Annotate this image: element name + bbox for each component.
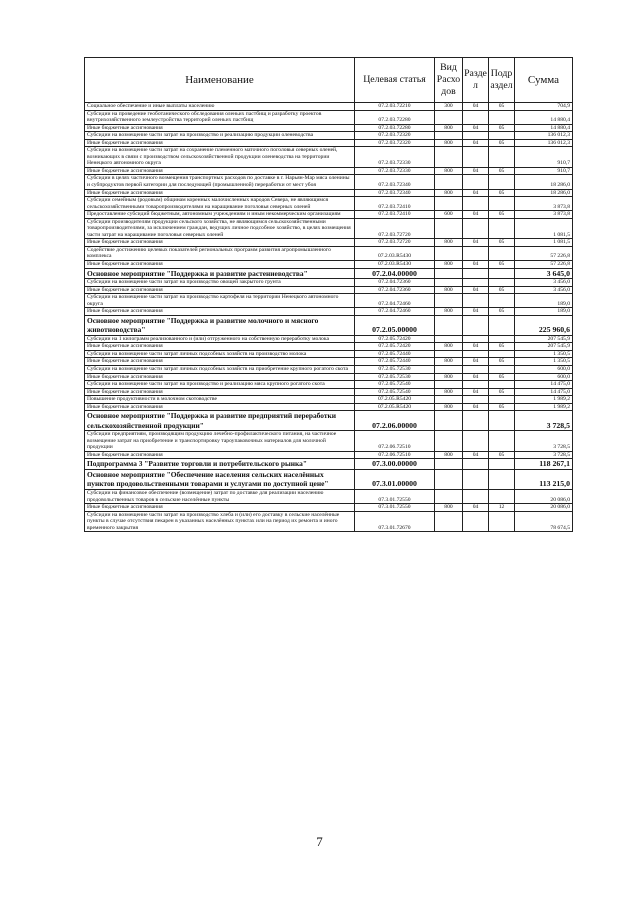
row-sum: 704,9 (515, 103, 573, 111)
row-razd: 04 (463, 373, 489, 381)
row-razd (463, 366, 489, 374)
table-row (85, 504, 573, 512)
row-name: Субсидии на возмещение части затрат на производство картофеля на территории Ненецкого автономного округа (85, 294, 355, 308)
row-razd: 04 (463, 343, 489, 351)
table-row (85, 411, 573, 431)
row-razd (463, 459, 489, 470)
row-code: 07.2.06.00000 (355, 411, 435, 431)
row-code: 07.2.05.72440 (355, 358, 435, 366)
row-razd: 04 (463, 211, 489, 219)
row-razd: 04 (463, 388, 489, 396)
table-row (85, 211, 573, 219)
row-name: Основное мероприятие "Поддержка и развитие растениеводства" (85, 268, 355, 279)
row-vid (435, 366, 463, 374)
row-sum: 1 989,2 (515, 403, 573, 411)
row-sum: 118 267,1 (515, 459, 573, 470)
row-sum: 14 475,0 (515, 388, 573, 396)
table-row (85, 124, 573, 132)
table-row (85, 132, 573, 140)
row-name: Субсидии на возмещение части затрат на сохранение племенного маточного поголовья северных оленей, возникающих в связи с производством сельскохозяйственной продукции оленеводства на территории Ненецкого автономного округа (85, 147, 355, 168)
row-vid (435, 489, 463, 503)
row-razd (463, 147, 489, 168)
header-name: Наименование (85, 58, 355, 103)
row-sum: 136 012,3 (515, 132, 573, 140)
row-sum: 189,0 (515, 308, 573, 316)
row-podr: 05 (489, 239, 515, 247)
row-podr (489, 175, 515, 189)
row-vid (435, 110, 463, 124)
table-row (85, 261, 573, 269)
row-razd: 04 (463, 103, 489, 111)
row-code: 07.2.03.72340 (355, 189, 435, 197)
row-podr (489, 218, 515, 239)
table-row (85, 167, 573, 175)
budget-table (84, 57, 573, 532)
row-razd (463, 197, 489, 211)
row-sum: 225 960,6 (515, 315, 573, 335)
row-sum: 136 012,3 (515, 139, 573, 147)
row-name: Иные бюджетные ассигнования (85, 239, 355, 247)
table-row (85, 343, 573, 351)
row-vid: 800 (435, 286, 463, 294)
row-podr: 05 (489, 261, 515, 269)
row-razd (463, 279, 489, 287)
table-row (85, 459, 573, 470)
row-code: 07.2.03.72320 (355, 132, 435, 140)
row-vid (435, 294, 463, 308)
row-razd: 04 (463, 139, 489, 147)
header-code: Целевая статья (355, 58, 435, 103)
header-podr: Подр аздел (489, 58, 515, 103)
table-row (85, 175, 573, 189)
table-row (85, 335, 573, 343)
row-name: Иные бюджетные ассигнования (85, 403, 355, 411)
row-vid (435, 381, 463, 389)
row-podr: 05 (489, 308, 515, 316)
row-sum: 14 475,0 (515, 381, 573, 389)
row-vid (435, 350, 463, 358)
row-name: Иные бюджетные ассигнования (85, 373, 355, 381)
table-row (85, 139, 573, 147)
row-vid (435, 411, 463, 431)
table-row (85, 308, 573, 316)
header-razd: Разде л (463, 58, 489, 103)
table-row (85, 294, 573, 308)
row-sum: 600,0 (515, 366, 573, 374)
row-sum: 207 545,9 (515, 335, 573, 343)
row-name: Иные бюджетные ассигнования (85, 139, 355, 147)
row-sum: 1 350,5 (515, 350, 573, 358)
row-sum: 14 880,4 (515, 110, 573, 124)
row-vid (435, 279, 463, 287)
row-podr: 05 (489, 139, 515, 147)
row-sum: 910,7 (515, 167, 573, 175)
table-row (85, 268, 573, 279)
row-razd (463, 175, 489, 189)
row-sum: 3 728,5 (515, 451, 573, 459)
row-code: 07.2.05.R5420 (355, 396, 435, 404)
row-vid (435, 175, 463, 189)
table-row (85, 239, 573, 247)
row-name: Предоставление субсидий бюджетным, автономным учреждениям и иным некоммерческим организациям (85, 211, 355, 219)
row-name: Иные бюджетные ассигнования (85, 388, 355, 396)
row-name: Субсидии на возмещение части затрат на производство и реализацию продукции оленеводства (85, 132, 355, 140)
row-razd: 04 (463, 504, 489, 512)
row-podr (489, 381, 515, 389)
row-code: 07.2.04.72360 (355, 279, 435, 287)
row-sum: 207 545,9 (515, 343, 573, 351)
row-code: 07.2.05.R5420 (355, 403, 435, 411)
row-name: Субсидии на возмещение части затрат личных подсобных хозяйств на приобретение крупного рогатого скота (85, 366, 355, 374)
row-code: 07.2.03.72280 (355, 124, 435, 132)
row-podr: 05 (489, 343, 515, 351)
row-podr: 05 (489, 211, 515, 219)
row-code: 07.2.05.72540 (355, 381, 435, 389)
row-name: Иные бюджетные ассигнования (85, 451, 355, 459)
row-razd: 04 (463, 239, 489, 247)
row-podr (489, 246, 515, 260)
row-podr (489, 489, 515, 503)
row-sum: 3 456,0 (515, 279, 573, 287)
row-vid (435, 396, 463, 404)
row-vid (435, 315, 463, 335)
row-podr (489, 396, 515, 404)
row-code: 07.2.03.72720 (355, 239, 435, 247)
table-row (85, 358, 573, 366)
row-podr: 05 (489, 286, 515, 294)
row-code: 07.3.01.72670 (355, 511, 435, 532)
row-code: 07.2.03.72330 (355, 167, 435, 175)
row-name: Основное мероприятие "Поддержка и развитие молочного и мясного животноводства" (85, 315, 355, 335)
row-razd: 04 (463, 124, 489, 132)
table-row (85, 431, 573, 452)
row-code: 07.3.01.72550 (355, 489, 435, 503)
table-row (85, 396, 573, 404)
row-podr: 05 (489, 388, 515, 396)
row-vid: 600 (435, 211, 463, 219)
row-podr (489, 132, 515, 140)
table-row (85, 246, 573, 260)
row-vid (435, 246, 463, 260)
row-podr (489, 469, 515, 489)
row-code: 07.2.03.72410 (355, 197, 435, 211)
row-sum: 18 286,0 (515, 189, 573, 197)
row-code: 07.3.01.00000 (355, 469, 435, 489)
row-code: 07.2.05.72530 (355, 366, 435, 374)
row-razd: 04 (463, 403, 489, 411)
header-vid: Вид Расхо дов (435, 58, 463, 103)
table-row (85, 286, 573, 294)
row-code: 07.2.06.72510 (355, 431, 435, 452)
row-podr (489, 315, 515, 335)
row-code: 07.2.04.72360 (355, 286, 435, 294)
row-razd: 04 (463, 189, 489, 197)
table-row (85, 315, 573, 335)
table-row (85, 279, 573, 287)
row-razd (463, 335, 489, 343)
row-sum: 3 456,0 (515, 286, 573, 294)
row-podr: 05 (489, 358, 515, 366)
row-vid (435, 197, 463, 211)
row-name: Иные бюджетные ассигнования (85, 189, 355, 197)
row-name: Субсидии производителям продукции сельского хозяйства, не являющимся сельскохозяйственными товаропроизводителями, за исключением граждан, ведущих личное подсобное хозяйство, в целях возмещения части затрат на наращивание поголовья северных оленей (85, 218, 355, 239)
row-name: Субсидии на возмещение части затрат на производство овощей закрытого грунта (85, 279, 355, 287)
row-vid (435, 511, 463, 532)
row-vid: 800 (435, 373, 463, 381)
row-sum: 1 081,5 (515, 239, 573, 247)
row-podr (489, 411, 515, 431)
row-razd (463, 489, 489, 503)
row-vid: 800 (435, 403, 463, 411)
row-vid (435, 147, 463, 168)
row-razd (463, 315, 489, 335)
row-name: Иные бюджетные ассигнования (85, 343, 355, 351)
row-razd (463, 381, 489, 389)
row-name: Повышение продуктивности в молочном скотоводстве (85, 396, 355, 404)
table-row (85, 197, 573, 211)
row-vid: 800 (435, 167, 463, 175)
row-sum: 14 880,4 (515, 124, 573, 132)
row-code: 07.2.04.72460 (355, 308, 435, 316)
row-podr (489, 294, 515, 308)
row-name: Субсидии на возмещение части затрат на производство хлеба и (или) его доставку в сельские населённые пункты в случае отсутствия пекарен в указанных населённых пунктах или на период их ремонта и иного временного закрытия (85, 511, 355, 532)
row-name: Иные бюджетные ассигнования (85, 308, 355, 316)
row-podr (489, 110, 515, 124)
row-sum: 3 645,0 (515, 268, 573, 279)
row-razd: 04 (463, 358, 489, 366)
header-row (85, 58, 573, 103)
row-vid: 800 (435, 308, 463, 316)
row-podr (489, 350, 515, 358)
row-sum: 3 873,8 (515, 197, 573, 211)
row-razd (463, 411, 489, 431)
row-code: 07.2.03.R5430 (355, 261, 435, 269)
row-vid: 800 (435, 504, 463, 512)
row-vid: 800 (435, 451, 463, 459)
table-row (85, 350, 573, 358)
row-name: Субсидии в целях частичного возмещения транспортных расходов по доставке в г. Нарьян-Мар мяса оленины и субпродуктов первой категории для последующей (промышленной) переработки от мест убоя (85, 175, 355, 189)
row-sum: 3 873,8 (515, 211, 573, 219)
row-podr (489, 511, 515, 532)
row-podr (489, 279, 515, 287)
row-name: Субсидии предприятиям, производящим продукцию лечебно-профилактического питания, на частичное возмещение затрат на приобретение и транспортировку тароупаковочных материалов для молочной продукции (85, 431, 355, 452)
row-razd (463, 110, 489, 124)
row-code: 07.2.04.72460 (355, 294, 435, 308)
row-sum: 20 086,0 (515, 504, 573, 512)
row-vid (435, 132, 463, 140)
row-sum: 1 081,5 (515, 218, 573, 239)
row-name: Основное мероприятие "Поддержка и развитие предприятий переработки сельскохозяйственной продукции" (85, 411, 355, 431)
row-vid: 800 (435, 124, 463, 132)
row-vid (435, 268, 463, 279)
table-row (85, 373, 573, 381)
row-name: Субсидии на финансовое обеспечение (возмещение) затрат по доставке для реализации населению продовольственных товаров в сельские населённые пункты (85, 489, 355, 503)
row-vid: 800 (435, 189, 463, 197)
row-razd (463, 294, 489, 308)
row-code: 07.2.03.72410 (355, 211, 435, 219)
row-name: Иные бюджетные ассигнования (85, 261, 355, 269)
row-code: 07.2.05.72440 (355, 350, 435, 358)
row-razd (463, 396, 489, 404)
table-row (85, 366, 573, 374)
row-podr (489, 197, 515, 211)
row-vid: 800 (435, 239, 463, 247)
row-vid: 800 (435, 388, 463, 396)
table-row (85, 147, 573, 168)
row-sum: 20 086,0 (515, 489, 573, 503)
row-code: 07.2.03.72720 (355, 218, 435, 239)
row-sum: 113 215,0 (515, 469, 573, 489)
row-name: Иные бюджетные ассигнования (85, 167, 355, 175)
row-sum: 1 350,5 (515, 358, 573, 366)
row-code: 07.2.03.72210 (355, 103, 435, 111)
row-code: 07.2.03.72330 (355, 147, 435, 168)
row-razd: 04 (463, 451, 489, 459)
row-podr (489, 268, 515, 279)
row-name: Основное мероприятие "Обеспечение населения сельских населённых пунктов продовольственными товарами и услугами по доступной цене" (85, 469, 355, 489)
table-row (85, 489, 573, 503)
row-vid: 800 (435, 139, 463, 147)
table-row (85, 469, 573, 489)
page-number: 7 (316, 834, 323, 849)
row-vid: 300 (435, 103, 463, 111)
row-code: 07.2.05.72530 (355, 373, 435, 381)
row-name: Субсидии на проведение геоботанического обследования оленьих пастбищ и разработку проектов внутрихозяйственного землеустройства территорий оленьих пастбищ (85, 110, 355, 124)
row-sum: 600,0 (515, 373, 573, 381)
row-sum: 3 728,5 (515, 431, 573, 452)
row-sum: 78 674,5 (515, 511, 573, 532)
row-name: Иные бюджетные ассигнования (85, 124, 355, 132)
row-razd (463, 132, 489, 140)
row-name: Иные бюджетные ассигнования (85, 358, 355, 366)
row-podr (489, 335, 515, 343)
row-vid (435, 459, 463, 470)
row-name: Иные бюджетные ассигнования (85, 286, 355, 294)
row-name: Субсидии на 1 килограмм реализованного и (или) отгруженного на собственную переработку молока (85, 335, 355, 343)
row-code: 07.2.05.00000 (355, 315, 435, 335)
row-podr: 05 (489, 451, 515, 459)
row-podr (489, 431, 515, 452)
row-vid (435, 335, 463, 343)
row-razd (463, 350, 489, 358)
row-vid (435, 218, 463, 239)
row-podr: 05 (489, 403, 515, 411)
row-code: 07.3.01.72550 (355, 504, 435, 512)
row-razd: 04 (463, 167, 489, 175)
row-name: Субсидии на возмещение части затрат на производство и реализацию мяса крупного рогатого скота (85, 381, 355, 389)
row-vid (435, 469, 463, 489)
row-razd (463, 511, 489, 532)
row-podr (489, 147, 515, 168)
row-sum: 3 728,5 (515, 411, 573, 431)
row-name: Социальное обеспечение и иные выплаты населению (85, 103, 355, 111)
row-podr (489, 459, 515, 470)
row-vid: 800 (435, 261, 463, 269)
row-podr (489, 366, 515, 374)
table-row (85, 110, 573, 124)
row-podr: 05 (489, 373, 515, 381)
table-row (85, 388, 573, 396)
table-row (85, 218, 573, 239)
row-name: Субсидии семейным (родовым) общинам коренных малочисленных народов Севера, не являющимся сельскохозяйственными товаропроизводителями на наращивание поголовья северных оленей (85, 197, 355, 211)
table-row (85, 451, 573, 459)
row-sum: 910,7 (515, 147, 573, 168)
row-name: Иные бюджетные ассигнования (85, 504, 355, 512)
row-razd (463, 268, 489, 279)
row-name: Субсидии на возмещение части затрат личных подсобных хозяйств на производство молока (85, 350, 355, 358)
row-code: 07.2.03.72340 (355, 175, 435, 189)
row-code: 07.2.03.72320 (355, 139, 435, 147)
row-sum: 57 226,8 (515, 261, 573, 269)
table-body (85, 103, 573, 532)
row-razd (463, 469, 489, 489)
row-sum: 18 286,0 (515, 175, 573, 189)
row-code: 07.2.05.72420 (355, 343, 435, 351)
row-code: 07.2.04.00000 (355, 268, 435, 279)
row-podr: 05 (489, 124, 515, 132)
row-razd: 04 (463, 308, 489, 316)
header-sum: Сумма (515, 58, 573, 103)
row-code: 07.2.03.72280 (355, 110, 435, 124)
row-vid (435, 431, 463, 452)
row-sum: 1 989,2 (515, 396, 573, 404)
row-code: 07.2.06.72510 (355, 451, 435, 459)
table-row (85, 103, 573, 111)
row-podr: 05 (489, 103, 515, 111)
row-code: 07.2.05.72540 (355, 388, 435, 396)
row-name: Подпрограмма 3 "Развитие торговли и потребительского рынка" (85, 459, 355, 470)
row-vid: 800 (435, 343, 463, 351)
row-code: 07.2.03.R5430 (355, 246, 435, 260)
table-row (85, 381, 573, 389)
row-code: 07.3.00.00000 (355, 459, 435, 470)
row-podr: 05 (489, 167, 515, 175)
table-row (85, 189, 573, 197)
row-razd (463, 431, 489, 452)
row-razd (463, 246, 489, 260)
row-vid: 800 (435, 358, 463, 366)
row-sum: 57 226,8 (515, 246, 573, 260)
row-name: Содействие достижению целевых показателей региональных программ развития агропромышленного комплекса (85, 246, 355, 260)
row-code: 07.2.05.72420 (355, 335, 435, 343)
row-podr: 05 (489, 189, 515, 197)
row-razd: 04 (463, 261, 489, 269)
row-razd: 04 (463, 286, 489, 294)
row-sum: 189,0 (515, 294, 573, 308)
table-row (85, 403, 573, 411)
table-row (85, 511, 573, 532)
row-podr: 12 (489, 504, 515, 512)
row-razd (463, 218, 489, 239)
